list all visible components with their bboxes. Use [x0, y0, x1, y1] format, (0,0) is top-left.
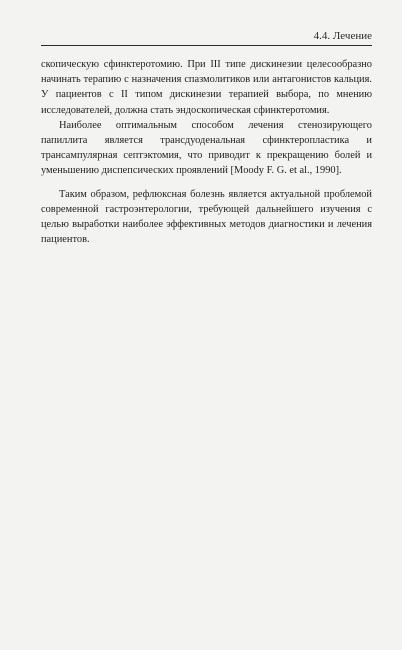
running-head: 4.4. Лечение	[313, 30, 372, 42]
paragraph-stenosing-papillitis: Наиболее оптимальным способом лечения стенозирующего папиллита является трансдуоденальная сфинктеропластика и трансампулярная септэктомия, что приводит к прекращению болей и уменьшению диспепсических проявлений [Moody F. G. et al., 1990].	[41, 119, 372, 177]
paragraph-continued: скопическую сфинктеротомию. При III типе дискинезии целесообразно начинать терапию с назначения спазмолитиков или антагонистов кальция. У пациентов с II типом дискинезии терапией выбора, по мнению исследователей, должна стать эндоскопическая сфинктеротомия.	[41, 59, 372, 116]
paragraph-conclusion: Таким образом, рефлюксная болезнь является актуальной проблемой современной гастроэнтерологии, требующей дальнейшего изучения с целью выработки наиболее эффективных методов диагностики и лечения пациентов.	[41, 188, 372, 246]
body-text	[41, 57, 372, 247]
header-rule	[41, 45, 372, 46]
